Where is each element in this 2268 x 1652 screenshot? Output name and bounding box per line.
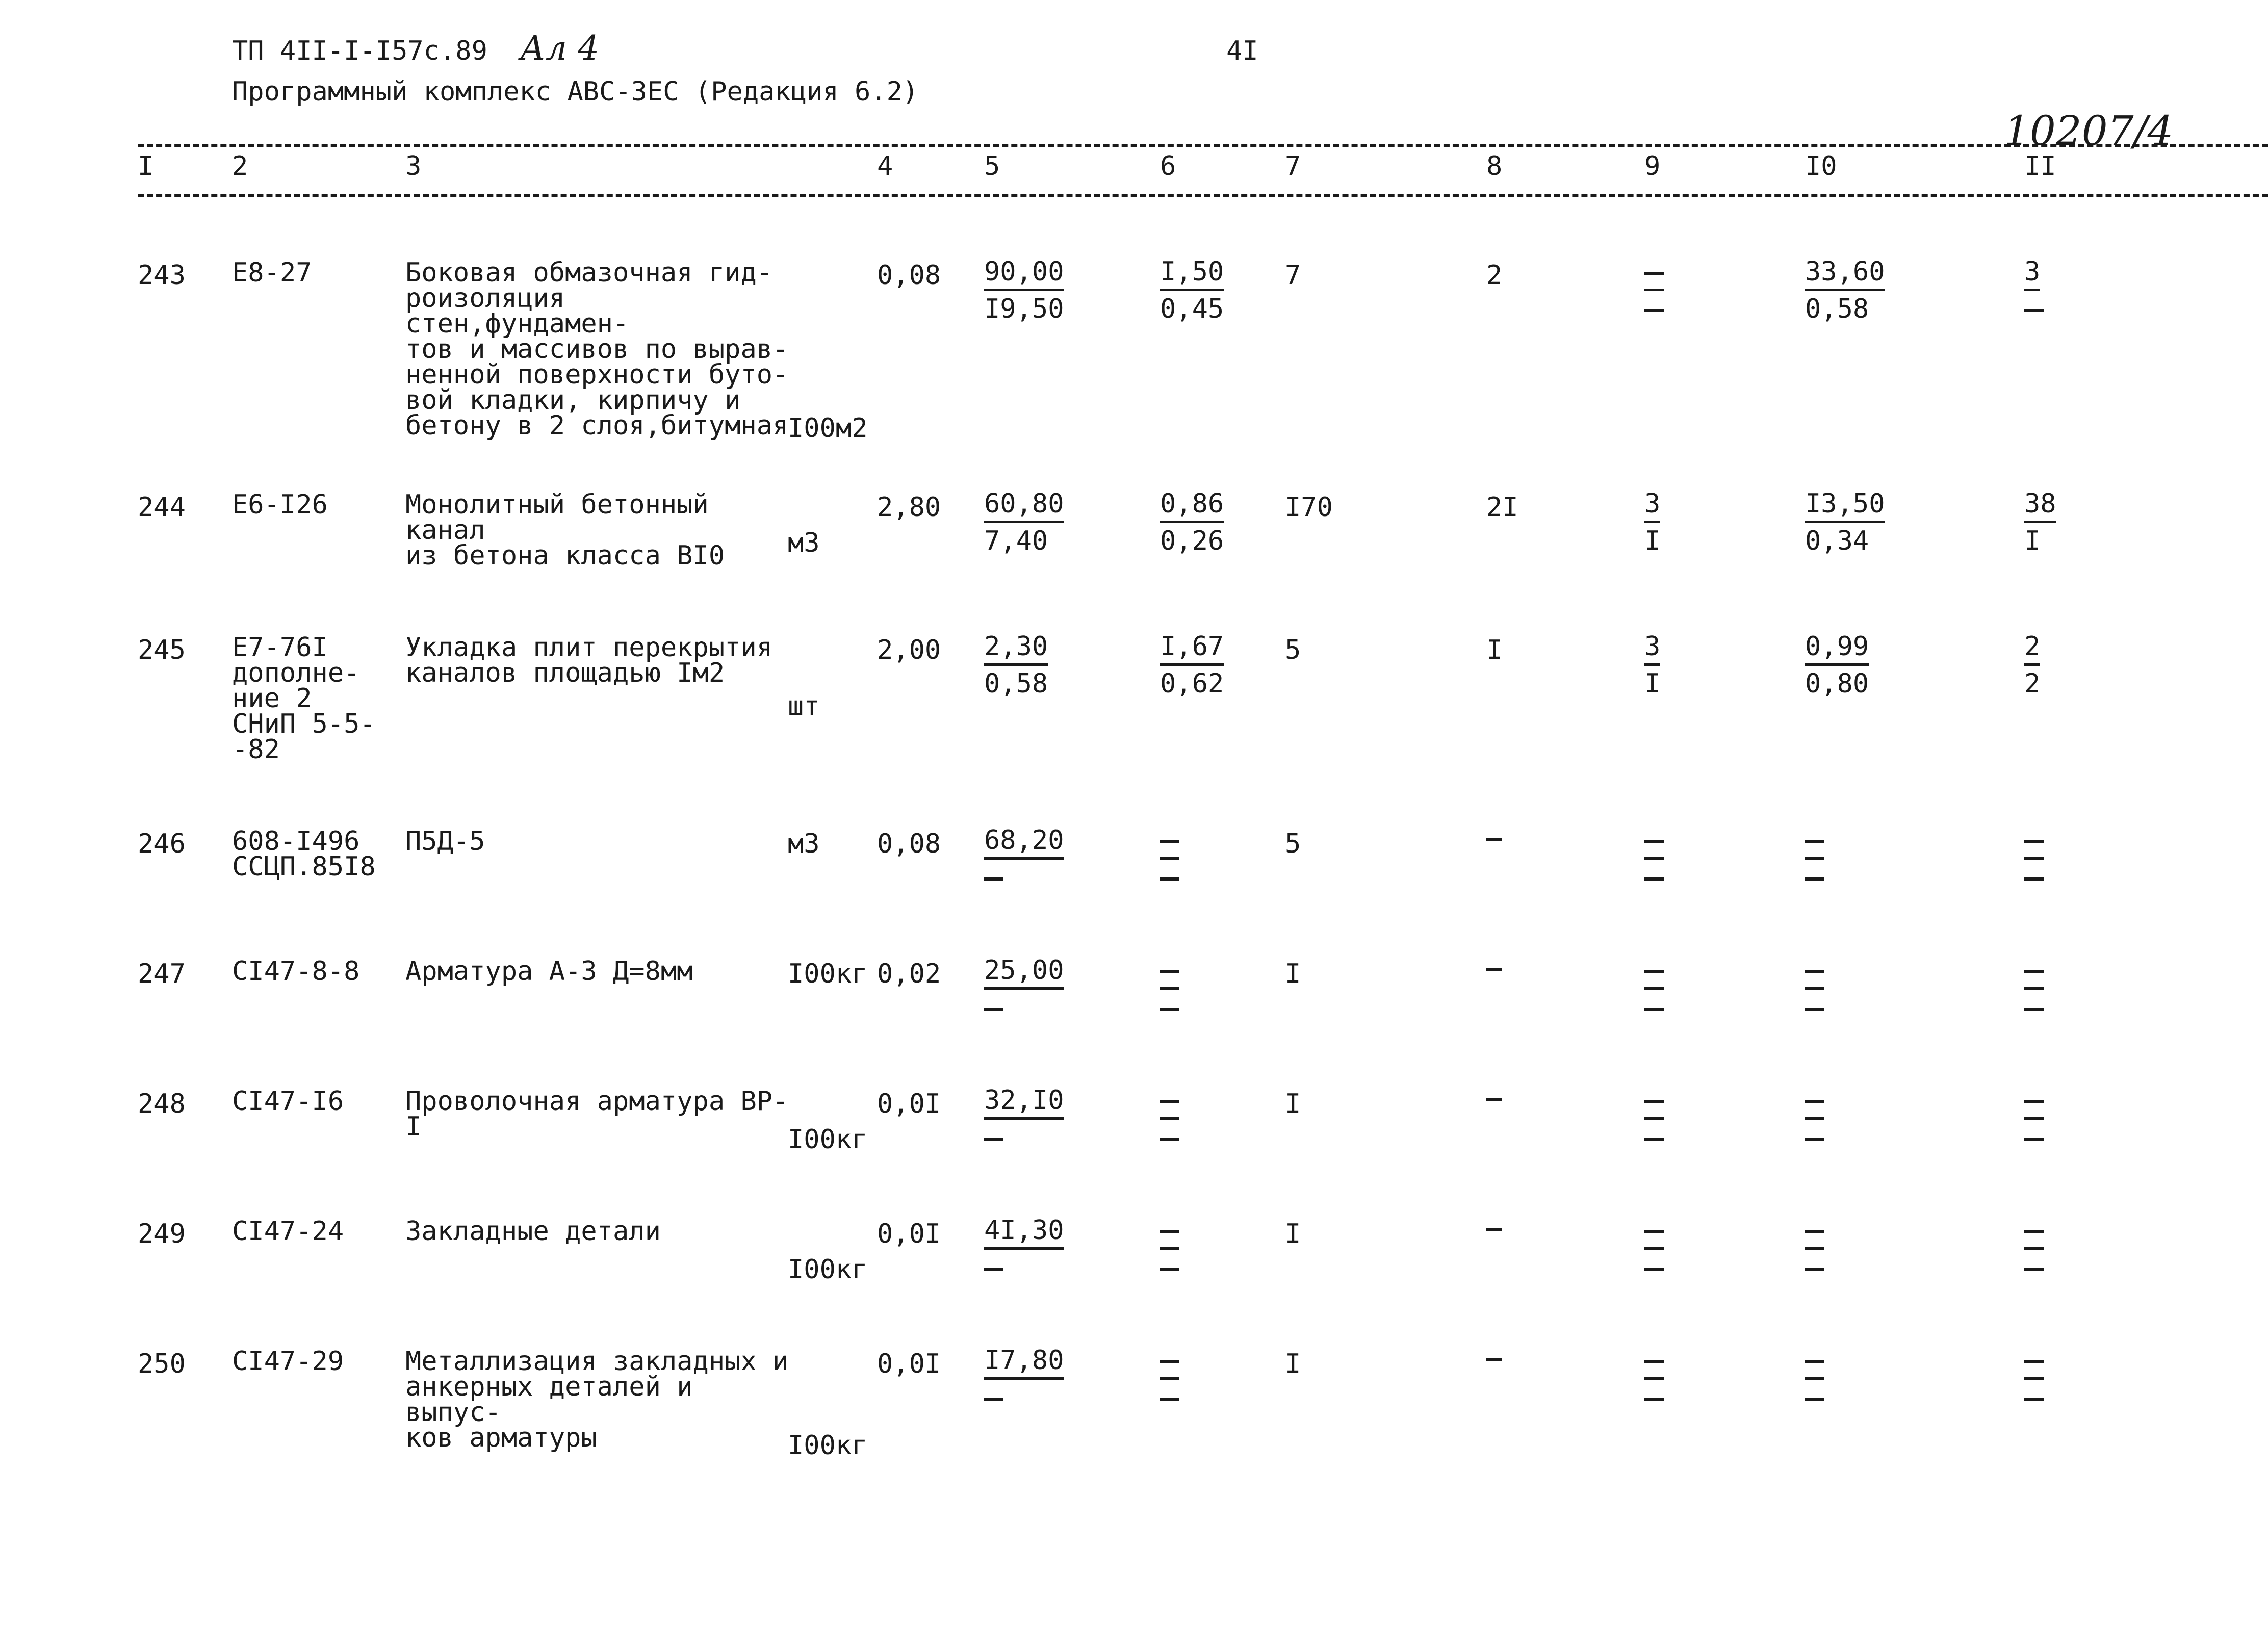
dash-mark (1805, 1138, 1824, 1141)
value-col11-numerator: 38 (2024, 488, 2056, 523)
value-col9 (1644, 822, 1664, 895)
value-col11-numerator (2024, 1085, 2044, 1120)
cost-col5-denominator (984, 1252, 1003, 1283)
unit-of-measure: м3 (788, 528, 820, 558)
cost-col5 (984, 1212, 1064, 1285)
dash-mark (1644, 1268, 1664, 1271)
dash-mark (1644, 970, 1664, 973)
dash-mark (1805, 1360, 1824, 1363)
work-description: Проволочная арматура ВР-I (405, 1086, 789, 1142)
unit-of-measure: I00кг (788, 1124, 868, 1155)
value-col11-denominator (2024, 294, 2044, 324)
work-description: Арматура А-3 Д=8мм (405, 956, 693, 987)
dash-mark (1644, 309, 1664, 312)
quantity: 0,0I (877, 1349, 941, 1379)
cost-col6-denominator (1160, 862, 1179, 893)
dash-mark (984, 1398, 1003, 1401)
rate-code: Е7-76I дополне- ние 2 СНиП 5-5- -82 (232, 632, 376, 765)
quantity: 2,80 (877, 492, 941, 523)
dash-mark (1644, 272, 1664, 275)
dash-mark (1805, 877, 1824, 881)
value-col9-numerator: 3 (1644, 631, 1660, 666)
cost-col5-denominator (984, 1382, 1003, 1413)
cost-col6-numerator (1160, 1085, 1179, 1120)
value-col10 (1805, 486, 1885, 559)
value-col11 (2024, 952, 2044, 1025)
col-header-10: I0 (1805, 151, 1837, 182)
handwritten-reference: 10207/4 (2004, 107, 2174, 154)
dash-mark (2024, 309, 2044, 312)
value-col10-numerator: I3,50 (1805, 488, 1885, 523)
col-header-6: 6 (1160, 151, 1176, 182)
cost-col6-denominator (1160, 1122, 1179, 1153)
work-description: Закладные детали (405, 1216, 661, 1247)
rate-code: СI47-8-8 (232, 956, 360, 987)
value-col11-numerator: 2 (2024, 631, 2040, 666)
value-col9-denominator (1644, 992, 1664, 1023)
cost-col6-denominator: 0,45 (1160, 294, 1224, 324)
dash-mark (2024, 877, 2044, 881)
unit-of-measure: I00кг (788, 959, 868, 989)
dash-mark (1805, 840, 1824, 843)
cost-col6 (1160, 1343, 1179, 1415)
cost-col5 (984, 822, 1064, 895)
value-col10 (1805, 254, 1885, 327)
value-col10-denominator (1805, 1252, 1824, 1283)
value-col8: 2I (1486, 492, 1518, 523)
header-rule-bottom (138, 194, 2268, 197)
value-col9-numerator (1644, 256, 1664, 291)
value-col11-denominator: 2 (2024, 668, 2041, 699)
value-col9-numerator (1644, 1345, 1664, 1380)
value-col7: I (1285, 959, 1301, 989)
dash-mark (984, 877, 1003, 881)
row-number: 249 (138, 1219, 186, 1249)
value-col10-denominator (1805, 862, 1824, 893)
cost-col6 (1160, 822, 1179, 895)
value-col10-denominator (1805, 1122, 1824, 1153)
cost-col6-denominator (1160, 1252, 1179, 1283)
dash-mark (1644, 1360, 1664, 1363)
value-col11-numerator: 3 (2024, 256, 2040, 291)
document-subtitle: Программный комплекс АВС-ЗЕС (Редакция 6.2) (232, 76, 919, 107)
cost-col5-denominator: I9,50 (984, 294, 1064, 324)
work-description: Монолитный бетонный канал из бетона класса BI0 (405, 489, 725, 571)
row-number: 248 (138, 1089, 186, 1119)
cost-col5 (984, 952, 1064, 1025)
value-col11 (2024, 1343, 2044, 1415)
quantity: 0,02 (877, 959, 941, 989)
quantity: 0,0I (877, 1219, 941, 1249)
value-col9-denominator (1644, 862, 1664, 893)
col-header-3: 3 (405, 151, 422, 182)
cost-col6 (1160, 952, 1179, 1025)
dash-mark (1644, 1100, 1664, 1103)
cost-col6-numerator (1160, 824, 1179, 860)
value-col8 (1486, 1228, 1502, 1231)
dash-mark (1160, 1398, 1179, 1401)
dash-mark (1644, 1398, 1664, 1401)
value-col10-denominator: 0,58 (1805, 294, 1869, 324)
value-col9-denominator: I (1644, 668, 1661, 699)
value-col10-numerator (1805, 954, 1824, 990)
dash-mark (2024, 840, 2044, 843)
rate-code: СI47-24 (232, 1216, 344, 1247)
col-header-9: 9 (1644, 151, 1661, 182)
work-description: Металлизация закладных и анкерных деталей и выпус- ков арматуры (405, 1346, 789, 1453)
value-col7: I (1285, 1349, 1301, 1379)
value-col10 (1805, 1212, 1824, 1285)
value-col8 (1486, 838, 1502, 841)
value-col9-numerator (1644, 954, 1664, 990)
value-col11-denominator (2024, 1122, 2044, 1153)
dash-mark (2024, 1138, 2044, 1141)
unit-of-measure: шт (788, 691, 820, 721)
cost-col6-denominator (1160, 1382, 1179, 1413)
col-header-2: 2 (232, 151, 248, 182)
rate-code: Е6-I26 (232, 489, 328, 520)
value-col9-numerator (1644, 824, 1664, 860)
value-col11 (2024, 1082, 2044, 1155)
handwritten-sheet-mark: Ал 4 (520, 29, 599, 68)
value-col7: I (1285, 1089, 1301, 1119)
cost-col6 (1160, 254, 1224, 327)
dash-mark (1805, 1398, 1824, 1401)
row-number: 245 (138, 635, 186, 665)
col-header-4: 4 (877, 151, 893, 182)
value-col10 (1805, 952, 1824, 1025)
value-col7: 5 (1285, 635, 1301, 665)
dash-mark (1805, 1268, 1824, 1271)
value-col8: 2 (1486, 260, 1503, 291)
dash-mark (1160, 1008, 1179, 1011)
value-col10-denominator: 0,34 (1805, 526, 1869, 556)
value-col10-numerator (1805, 1215, 1824, 1250)
value-col10-denominator: 0,80 (1805, 668, 1869, 699)
value-col11-denominator (2024, 1382, 2044, 1413)
cost-col5-numerator: 4I,30 (984, 1215, 1064, 1250)
value-col11-denominator (2024, 1252, 2044, 1283)
cost-col6 (1160, 1082, 1179, 1155)
unit-of-measure: I00кг (788, 1430, 868, 1461)
value-col10 (1805, 1343, 1824, 1415)
cost-col6-numerator: 0,86 (1160, 488, 1224, 523)
dash-mark (1160, 1230, 1179, 1233)
quantity: 0,08 (877, 829, 941, 859)
cost-col5 (984, 486, 1064, 559)
cost-col6 (1160, 1212, 1179, 1285)
document-code: ТП 4II-I-I57с.89 (232, 36, 487, 66)
dash-mark (1160, 877, 1179, 881)
rate-code: СI47-29 (232, 1346, 344, 1377)
row-number: 247 (138, 959, 186, 989)
value-col8 (1486, 1358, 1502, 1361)
col-header-7: 7 (1285, 151, 1301, 182)
value-col7: 5 (1285, 829, 1301, 859)
cost-col5-numerator: I7,80 (984, 1345, 1064, 1380)
value-col9-numerator (1644, 1215, 1664, 1250)
cost-col5-numerator: 68,20 (984, 824, 1064, 860)
value-col11-numerator (2024, 824, 2044, 860)
cost-col5-denominator (984, 862, 1003, 893)
dash-mark (1160, 1268, 1179, 1271)
cost-col5 (984, 1082, 1064, 1155)
dash-mark (1805, 970, 1824, 973)
dash-mark (2024, 1268, 2044, 1271)
dash-mark (1160, 1360, 1179, 1363)
value-col10-denominator (1805, 1382, 1824, 1413)
dash-mark (1160, 840, 1179, 843)
value-col9-denominator (1644, 294, 1664, 324)
dash-mark (984, 1268, 1003, 1271)
cost-col5-denominator: 0,58 (984, 668, 1048, 699)
cost-col5 (984, 1343, 1064, 1415)
cost-col6-numerator (1160, 1215, 1179, 1250)
value-col9 (1644, 1212, 1664, 1285)
value-col8 (1486, 968, 1502, 971)
cost-col5-numerator: 2,30 (984, 631, 1048, 666)
value-col9-denominator: I (1644, 526, 1661, 556)
value-col9 (1644, 1343, 1664, 1415)
dash-mark (1644, 840, 1664, 843)
value-col9-numerator (1644, 1085, 1664, 1120)
value-col10-numerator: 0,99 (1805, 631, 1869, 666)
cost-col6-numerator: I,50 (1160, 256, 1224, 291)
cost-col5-denominator (984, 992, 1003, 1023)
cost-col6-denominator (1160, 992, 1179, 1023)
value-col11-denominator (2024, 992, 2044, 1023)
rate-code: СI47-I6 (232, 1086, 344, 1117)
cost-col5-numerator: 32,I0 (984, 1085, 1064, 1120)
row-number: 250 (138, 1349, 186, 1379)
value-col11 (2024, 254, 2044, 327)
cost-col5-numerator: 60,80 (984, 488, 1064, 523)
value-col11-denominator: I (2024, 526, 2041, 556)
cost-col5 (984, 254, 1064, 327)
cost-col5 (984, 629, 1048, 702)
dash-mark (1160, 1138, 1179, 1141)
unit-of-measure: I00м2 (788, 413, 868, 444)
dash-mark (1644, 877, 1664, 881)
value-col11-numerator (2024, 954, 2044, 990)
row-number: 244 (138, 492, 186, 523)
rate-code: 608-I496 ССЦП.85I8 (232, 826, 376, 882)
value-col11-denominator (2024, 862, 2044, 893)
value-col7: I70 (1285, 492, 1333, 523)
dash-mark (2024, 1360, 2044, 1363)
value-col9 (1644, 629, 1660, 702)
dash-mark (2024, 1230, 2044, 1233)
dash-mark (1644, 1138, 1664, 1141)
value-col10 (1805, 822, 1824, 895)
value-col10 (1805, 629, 1869, 702)
value-col9 (1644, 952, 1664, 1025)
value-col9 (1644, 1082, 1664, 1155)
quantity: 0,08 (877, 260, 941, 291)
dash-mark (1160, 1100, 1179, 1103)
work-description: Боковая обмазочная гид- роизоляция стен,фундамен- тов и массивов по вырав- ненной поверхности буто- вой кладки, кирпичу и бетону в 2 слоя,битумная (405, 257, 789, 441)
cost-col6-numerator (1160, 1345, 1179, 1380)
dash-mark (1805, 1008, 1824, 1011)
cost-col5-denominator (984, 1122, 1003, 1153)
cost-col6-denominator: 0,26 (1160, 526, 1224, 556)
value-col11-numerator (2024, 1345, 2044, 1380)
value-col10-numerator (1805, 1085, 1824, 1120)
cost-col6 (1160, 629, 1224, 702)
work-description: П5Д-5 (405, 826, 485, 857)
value-col10 (1805, 1082, 1824, 1155)
value-col10-denominator (1805, 992, 1824, 1023)
value-col7: I (1285, 1219, 1301, 1249)
dash-mark (1644, 1008, 1664, 1011)
unit-of-measure: I00кг (788, 1254, 868, 1285)
page-number: 4I (1226, 36, 1258, 66)
col-header-1: I (138, 151, 154, 182)
value-col11 (2024, 1212, 2044, 1285)
value-col8: I (1486, 635, 1503, 665)
value-col11 (2024, 486, 2056, 559)
cost-col6 (1160, 486, 1224, 559)
row-number: 243 (138, 260, 186, 291)
dash-mark (1805, 1230, 1824, 1233)
dash-mark (984, 1008, 1003, 1011)
value-col9 (1644, 254, 1664, 327)
value-col11-numerator (2024, 1215, 2044, 1250)
quantity: 2,00 (877, 635, 941, 665)
unit-of-measure: м3 (788, 829, 820, 859)
value-col9-denominator (1644, 1122, 1664, 1153)
value-col9-denominator (1644, 1252, 1664, 1283)
value-col10-numerator (1805, 1345, 1824, 1380)
col-header-8: 8 (1486, 151, 1503, 182)
work-description: Укладка плит перекрытия каналов площадью Iм2 (405, 632, 773, 688)
dash-mark (2024, 1398, 2044, 1401)
dash-mark (2024, 1008, 2044, 1011)
value-col9-denominator (1644, 1382, 1664, 1413)
rate-code: Е8-27 (232, 257, 312, 288)
dash-mark (1644, 1230, 1664, 1233)
value-col7: 7 (1285, 260, 1301, 291)
value-col10-numerator: 33,60 (1805, 256, 1885, 291)
row-number: 246 (138, 829, 186, 859)
dash-mark (1160, 970, 1179, 973)
cost-col5-denominator: 7,40 (984, 526, 1048, 556)
cost-col6-numerator (1160, 954, 1179, 990)
cost-col6-denominator: 0,62 (1160, 668, 1224, 699)
dash-mark (2024, 970, 2044, 973)
value-col8 (1486, 1098, 1502, 1101)
value-col9 (1644, 486, 1660, 559)
quantity: 0,0I (877, 1089, 941, 1119)
value-col9-numerator: 3 (1644, 488, 1660, 523)
col-header-11: II (2024, 151, 2056, 182)
dash-mark (2024, 1100, 2044, 1103)
cost-col5-numerator: 25,00 (984, 954, 1064, 990)
col-header-5: 5 (984, 151, 1000, 182)
header-rule-top (138, 144, 2268, 147)
value-col11 (2024, 629, 2040, 702)
value-col10-numerator (1805, 824, 1824, 860)
dash-mark (984, 1138, 1003, 1141)
dash-mark (1805, 1100, 1824, 1103)
value-col11 (2024, 822, 2044, 895)
cost-col6-numerator: I,67 (1160, 631, 1224, 666)
cost-col5-numerator: 90,00 (984, 256, 1064, 291)
